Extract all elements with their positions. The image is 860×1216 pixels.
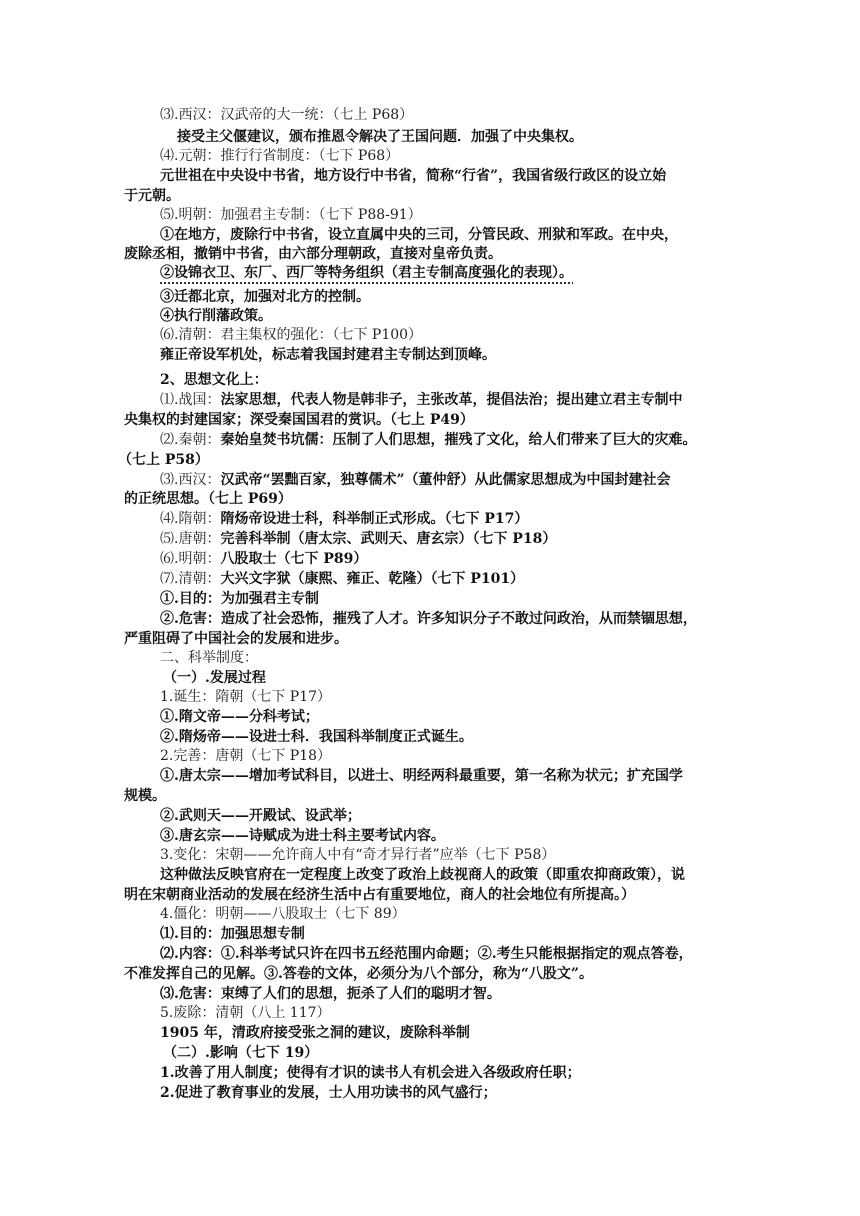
heading-qing: ⑹.清朝：君主集权的强化：（七下 P100）: [160, 327, 423, 343]
list-item: ⑴.战国：法家思想，代表人物是韩非子，主张改革，提倡法治；提出建立君主专制中: [160, 392, 683, 408]
paragraph-line-dotted: ②设锦衣卫、东厂、西厂等特务组织（君主专制高度强化的表现）。: [160, 265, 573, 281]
heading-west-han: ⑶.西汉：汉武帝的大一统：（七上 P68）: [160, 107, 414, 123]
section-heading-thought: 2、思想文化上：: [160, 372, 268, 388]
paragraph-line: ③.唐玄宗——诗赋成为进士科主要考试内容。: [160, 828, 445, 844]
paragraph-line: 于元朝。: [124, 188, 180, 204]
heading-birth: 1.诞生：隋朝（七下 P17）: [160, 689, 332, 705]
paragraph-line: ④执行削藩政策。: [160, 308, 272, 324]
subsection-heading: （二）.影响（七下 19）: [163, 1045, 319, 1061]
paragraph-line: 2.促进了教育事业的发展，士人用功读书的风气盛行；: [160, 1085, 497, 1101]
list-item: ⑹.明朝：八股取士（七下 P89）: [160, 551, 368, 567]
subsection-heading: （一）.发展过程: [163, 670, 266, 686]
heading-ming: ⑸.明朝：加强君主专制：（七下 P88-91）: [160, 207, 422, 223]
heading-perfect: 2.完善：唐朝（七下 P18）: [160, 748, 332, 764]
paragraph-line: 不准发挥自己的见解。③.答卷的文体，必须分为八个部分，称为“八股文”。: [124, 966, 593, 982]
list-item: ⑶.西汉：汉武帝“罢黜百家，独尊儒术”（董仲舒）从此儒家思想成为中国封建社会: [160, 472, 671, 488]
paragraph-line: 的正统思想。（七上 P69）: [124, 491, 292, 507]
paragraph-line: ⑵.内容：①.科举考试只许在四书五经范围内命题；②.考生只能根据指定的观点答卷，: [160, 946, 693, 962]
paragraph-line: 规模。: [124, 788, 166, 804]
paragraph-line: ③迁都北京，加强对北方的控制。: [160, 289, 370, 305]
list-item: ⑷.隋朝：隋炀帝设进士科，科举制正式形成。（七下 P17）: [160, 511, 529, 527]
paragraph-line: 1.改善了用人制度；使得有才识的读书人有机会进入各级政府任职；: [160, 1065, 581, 1081]
paragraph-line: 这种做法反映官府在一定程度上改变了政治上歧视商人的政策（即重农抑商政策），说: [160, 867, 685, 883]
paragraph-line: 央集权的封建国家；深受秦国国君的赏识。（七上 P49）: [124, 412, 474, 428]
paragraph-line: ①.唐太宗——增加考试科目，以进士、明经两科最重要，第一名称为状元；扩充国学: [160, 768, 683, 784]
heading-abolish: 5.废除：清朝（八上 117）: [160, 1005, 331, 1021]
paragraph-line: ②.武则天——开殿试、设武举；: [160, 808, 361, 824]
paragraph-line: ①.隋文帝——分科考试；: [160, 709, 319, 725]
paragraph-line: 明在宋朝商业活动的发展在经济生活中占有重要地位，商人的社会地位有所提高。）: [124, 887, 635, 903]
paragraph-line: ⑴.目的：加强思想专制: [160, 926, 305, 942]
section-heading-exam: 二、科举制度：: [160, 650, 258, 666]
paragraph-line: 雍正帝设军机处，标志着我国封建君主专制达到顶峰。: [160, 347, 496, 363]
paragraph-line: （七上 P58）: [118, 452, 209, 468]
paragraph-line: 接受主父偃建议，颁布推恩令解决了王国问题．加强了中央集权。: [177, 129, 583, 145]
paragraph-line: 废除丞相，撤销中书省，由六部分理朝政，直接对皇帝负责。: [124, 246, 502, 262]
list-item: ⑸.唐朝：完善科举制（唐太宗、武则天、唐玄宗）（七下 P18）: [160, 531, 557, 547]
paragraph-line: ②.危害：造成了社会恐怖，摧残了人才。许多知识分子不敢过问政治，从而禁锢思想，: [160, 611, 697, 627]
paragraph-line: 1905 年，清政府接受张之洞的建议，废除科举制: [160, 1025, 470, 1041]
paragraph-line: 元世祖在中央设中书省，地方设行中书省，简称“行省”，我国省级行政区的设立始: [160, 168, 667, 184]
heading-rigid: 4.僵化：明朝——八股取士（七下 89）: [160, 906, 406, 922]
list-item: ⑵.秦朝：秦始皇焚书坑儒：压制了人们思想，摧残了文化，给人们带来了巨大的灾难。: [160, 432, 697, 448]
list-item: ⑺.清朝：大兴文字狱（康熙、雍正、乾隆）（七下 P101）: [160, 571, 525, 587]
paragraph-line: ①在地方，废除行中书省，设立直属中央的三司，分管民政、刑狱和军政。在中央，: [160, 227, 678, 243]
heading-yuan: ⑷.元朝：推行行省制度：（七下 P68）: [160, 148, 400, 164]
heading-change: 3.变化：宋朝——允许商人中有“奇才异行者”应举（七下 P58）: [160, 847, 556, 863]
paragraph-line: ①.目的：为加强君主专制: [160, 591, 319, 607]
paragraph-line: ⑶.危害：束缚了人们的思想，扼杀了人们的聪明才智。: [160, 986, 501, 1002]
paragraph-line: ②.隋炀帝——设进士科．我国科举制度正式诞生。: [160, 729, 473, 745]
paragraph-line: 严重阻碍了中国社会的发展和进步。: [124, 631, 348, 647]
